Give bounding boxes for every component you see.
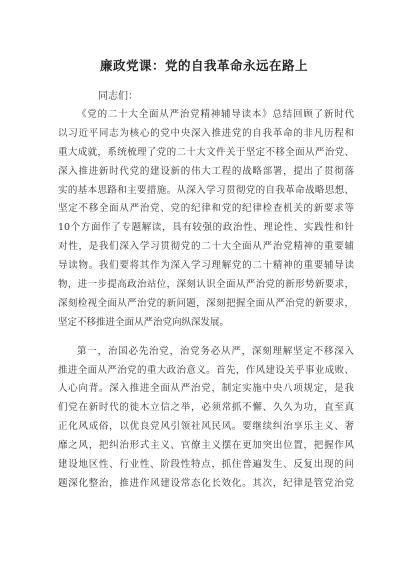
- text-line: 深刻检视全面从严治党的新问题，深刻把握全面从严治党的新要求，: [58, 297, 354, 309]
- text-line: 正化风成俗，以优良党风引领社风民风。要继续纠治享乐主义、奢: [58, 421, 354, 433]
- text-line: 实的基本思路和主要措施。从深入学习贯彻党的自我革命战略思想、: [58, 184, 354, 196]
- text-line: 第一，治国必先治党，治党务必从严，深刻理解坚定不移深入: [77, 345, 354, 357]
- text-line: 以习近平同志为核心的党中央深入推进党的自我革命的非凡历程和: [58, 127, 354, 139]
- text-line: 《党的二十大全面从严治党精神辅导读本》总结回顾了新时代: [77, 109, 354, 120]
- document-title: 廉政党课：党的自我革命永远在路上: [99, 58, 308, 73]
- text-line: 建设地区性、行业性、阶段性特点，抓住普遍发生、反复出现的问: [58, 459, 354, 471]
- document-body: [58, 106, 354, 494]
- text-line: 题深化整治，推进作风建设常态化长效化。其次，纪律是管党治党: [58, 477, 354, 489]
- text-line: 推进全面从严治党的重大政治意义。首先，作风建设关乎事业成败、: [58, 364, 354, 376]
- text-line: 10个方面作了专题解读，具有较强的政治性、理论性、实践性和针: [58, 222, 354, 234]
- text-line: 人心向背。深入推进全面从严治党，制定实施中央八项规定，是我: [58, 383, 354, 395]
- text-line: 靡之风，把纠治形式主义、官僚主义摆在更加突出位置，把握作风: [58, 440, 354, 452]
- salutation: 同志们：: [98, 91, 138, 102]
- paragraph-2: [58, 343, 354, 494]
- text-line: 坚定不移推进全面从严治党向纵深发展。: [58, 316, 230, 328]
- text-line: 导读物。我们要将其作为深入学习理解党的二十精神的重要辅导读: [58, 260, 354, 272]
- text-line: 们党在新时代的徙木立信之举，必须常抓不懈、久久为功，直至真: [58, 402, 354, 414]
- paragraph-gap: [58, 333, 354, 343]
- text-line: 坚定不移全面从严治党、党的纪律和党的纪律检查机关的新要求等: [58, 203, 354, 215]
- text-line: 深入推进新时代党的建设新的伟大工程的战略部署，提出了贯彻落: [58, 165, 354, 177]
- text-line: 物，进一步提高政治站位，深刻认识全面从严治党的新形势新要求，: [58, 279, 354, 291]
- paragraph-1: [58, 106, 354, 333]
- text-line: 对性，是我们深入学习贯彻党的二十大全面从严治党精神的重要辅: [58, 241, 354, 253]
- text-line: 重大成就，系统梳理了党的二十大文件关于坚定不移全面从严治党、: [58, 146, 354, 158]
